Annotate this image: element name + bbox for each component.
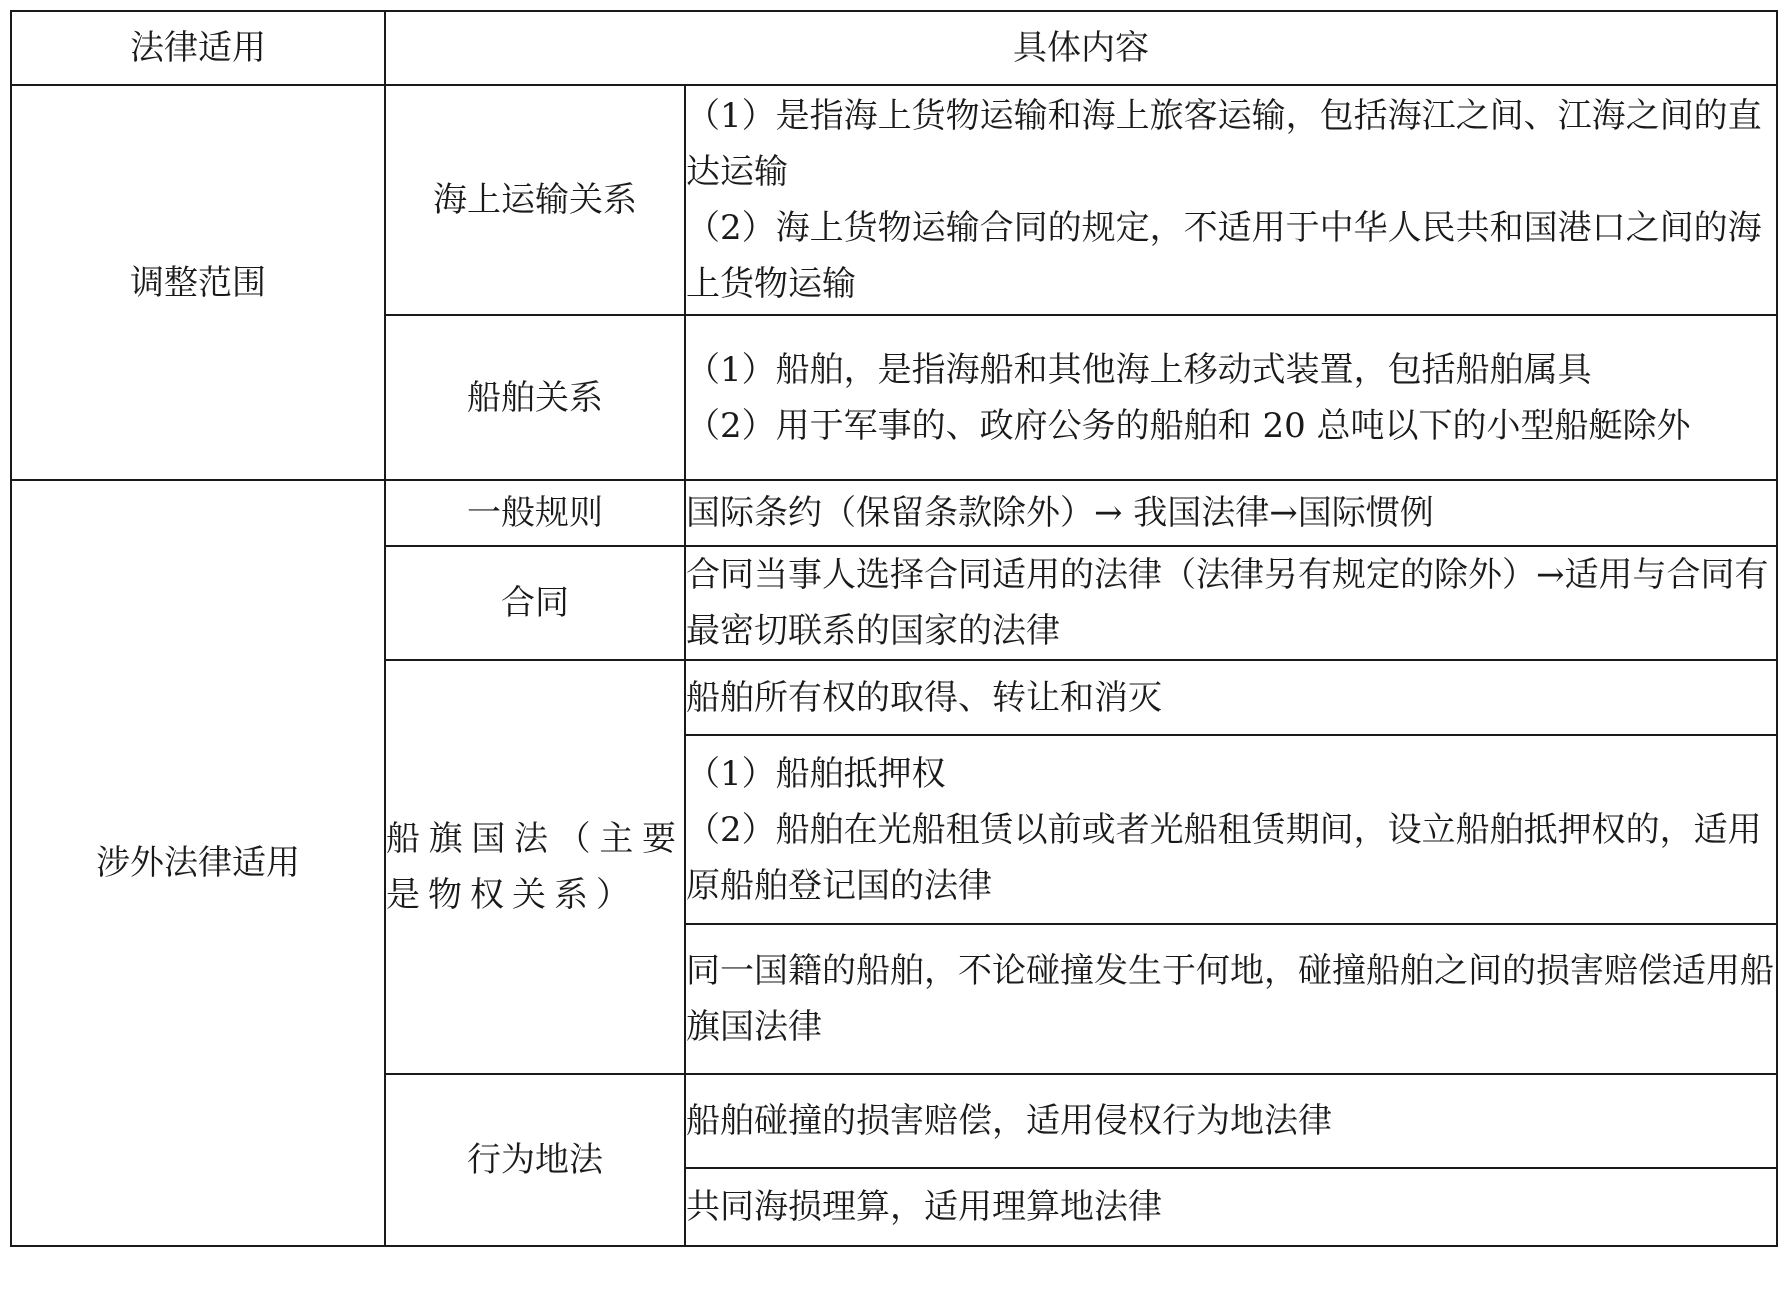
content-cell [685,924,1777,1074]
content-cell [685,85,1777,315]
content-item: 合同当事人选择合同适用的法律（法律另有规定的除外）→适用与合同有最密切联系的国家的法律 [686,555,1769,651]
category-cell: 调整范围 [11,85,385,480]
content-item: （1）船舶，是指海船和其他海上移动式装置，包括船舶属具 [686,349,1592,390]
content-item: 船舶所有权的取得、转让和消灭 [686,677,1162,718]
header-row [11,11,1777,85]
content-item: 共同海损理算，适用理算地法律 [686,1187,1162,1227]
subcategory-cell: 一般规则 [385,480,685,546]
content-cell [685,735,1777,924]
subcategory-cell: 行为地法 [385,1074,685,1246]
subcategory-cell: 船旗国法（主要是物权关系） [385,660,685,1074]
content-cell [685,1168,1777,1246]
content-item: （2）用于军事的、政府公务的船舶和 20 总吨以下的小型船艇除外 [686,405,1691,446]
content-item: （2）船舶在光船租赁以前或者光船租赁期间，设立船舶抵押权的，适用原船舶登记国的法律 [686,809,1762,906]
subcategory-cell: 船舶关系 [385,315,685,480]
content-cell [685,546,1777,660]
header-specific-content: 具体内容 [385,11,1777,85]
content-item: 同一国籍的船舶，不论碰撞发生于何地，碰撞船舶之间的损害赔偿适用船旗国法律 [686,951,1774,1047]
content-cell [685,660,1777,735]
table-row [11,85,1777,315]
subcategory-cell: 海上运输关系 [385,85,685,315]
content-cell [685,1074,1777,1168]
content-item: 国际条约（保留条款除外）→ 我国法律→国际惯例 [686,493,1434,533]
content-item: （1）是指海上货物运输和海上旅客运输，包括海江之间、江海之间的直达运输 [686,96,1762,192]
content-item: （2）海上货物运输合同的规定，不适用于中华人民共和国港口之间的海上货物运输 [686,208,1762,304]
header-law-application: 法律适用 [11,11,385,85]
law-application-table [10,10,1778,1247]
content-item: 船舶碰撞的损害赔偿，适用侵权行为地法律 [686,1101,1332,1141]
content-cell [685,480,1777,546]
table-row [11,480,1777,546]
content-item: （1）船舶抵押权 [686,753,946,794]
subcategory-cell: 合同 [385,546,685,660]
content-cell [685,315,1777,480]
category-cell: 涉外法律适用 [11,480,385,1246]
